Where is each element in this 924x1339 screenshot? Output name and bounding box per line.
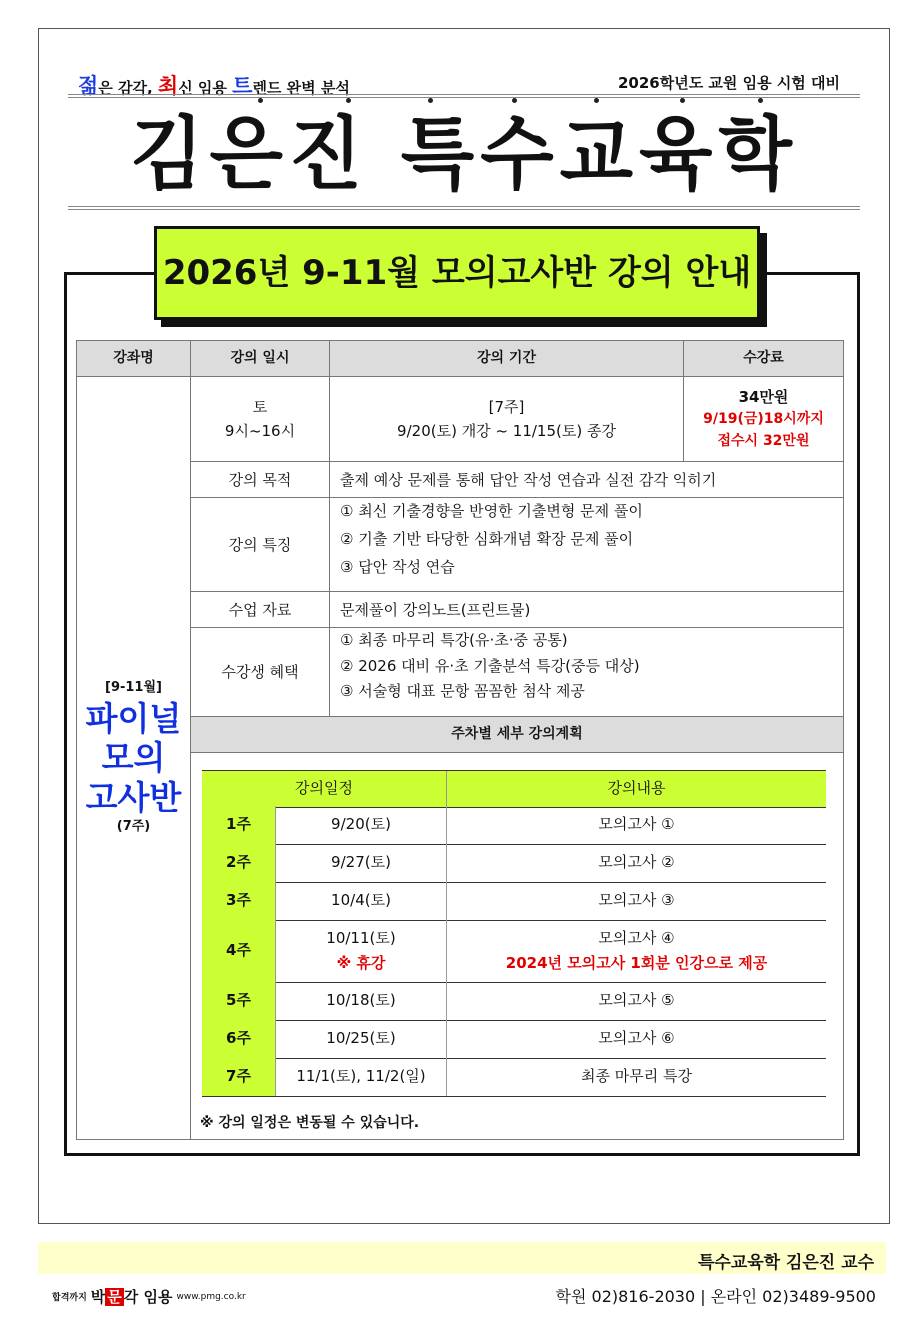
purpose-text: 출제 예상 문제를 통해 답안 작성 연습과 실전 감각 익히기 bbox=[329, 461, 844, 498]
week-date: 9/20(토) bbox=[276, 806, 447, 844]
course-banner: 2026년 9-11월 모의고사반 강의 안내 bbox=[154, 226, 760, 320]
period-cell bbox=[329, 376, 684, 462]
week-content: 모의고사 ① bbox=[598, 815, 675, 834]
schedule-note: ※ 강의 일정은 변동될 수 있습니다. bbox=[200, 1115, 420, 1131]
week-date-cell bbox=[276, 920, 447, 982]
table-row bbox=[202, 920, 826, 983]
week-content: 최종 마무리 특강 bbox=[581, 1067, 692, 1086]
footer-bar bbox=[38, 1242, 886, 1274]
period-range: 9/20(토) 개강 ~ 11/15(토) 종강 bbox=[397, 422, 616, 440]
benefits-label: 수강생 혜택 bbox=[190, 627, 330, 717]
schedule-header-content: 강의내용 bbox=[447, 771, 826, 807]
tagline bbox=[78, 70, 860, 98]
professor-name: 특수교육학 김은진 교수 bbox=[697, 1253, 874, 1273]
benefit-item: ① 최종 마무리 특강(유·초·중 공통) bbox=[340, 631, 568, 649]
feature-item: ③ 답안 작성 연습 bbox=[340, 557, 455, 576]
week-content-note: 2024년 모의고사 1회분 인강으로 제공 bbox=[505, 954, 768, 972]
logo-prefix: 합격까지 bbox=[52, 1293, 87, 1303]
fee-early-deadline: 9/19(금)18시까지 bbox=[703, 410, 824, 427]
title-rule bbox=[68, 206, 860, 210]
week-label: 2주 bbox=[202, 844, 276, 882]
period-weeks: [7주] bbox=[488, 398, 525, 416]
schedule-time: 9시~16시 bbox=[224, 422, 296, 440]
table-row bbox=[202, 982, 826, 1021]
features-list bbox=[329, 497, 844, 592]
week-date: 10/4(토) bbox=[276, 882, 447, 920]
week-date: 10/11(토) bbox=[326, 928, 396, 947]
week-date-note: ※ 휴강 bbox=[336, 954, 386, 972]
publisher-logo bbox=[52, 1286, 246, 1307]
table-row bbox=[202, 1058, 826, 1097]
footer bbox=[52, 1284, 882, 1308]
table-row bbox=[202, 1020, 826, 1059]
fee-price: 34만원 bbox=[738, 387, 789, 406]
features-label: 강의 특징 bbox=[190, 497, 330, 592]
main-title: 김은진 특수교육학 bbox=[130, 106, 798, 201]
week-label: 1주 bbox=[202, 806, 276, 844]
table-row bbox=[202, 844, 826, 883]
header-schedule: 강의 일시 bbox=[190, 340, 330, 377]
week-content: 모의고사 ⑤ bbox=[598, 991, 675, 1010]
course-name-3: 고사반 bbox=[85, 777, 182, 817]
course-name-1: 파이널 bbox=[85, 698, 182, 738]
schedule-header-date: 강의일정 bbox=[202, 771, 447, 807]
benefit-item: ③ 서술형 대표 문항 꼼꼼한 첨삭 제공 bbox=[340, 682, 585, 700]
week-date: 10/18(토) bbox=[276, 982, 447, 1020]
week-date: 10/25(토) bbox=[276, 1020, 447, 1058]
course-weeks: (7주) bbox=[116, 819, 151, 835]
slogan-part-2: 최신 임용 bbox=[157, 74, 233, 98]
week-content-cell bbox=[447, 920, 826, 982]
table-row bbox=[202, 806, 826, 845]
week-date: 11/1(토), 11/2(일) bbox=[276, 1058, 447, 1096]
week-label: 5주 bbox=[202, 982, 276, 1020]
materials-text: 문제풀이 강의노트(프린트물) bbox=[329, 591, 844, 628]
schedule-header-row bbox=[202, 770, 826, 808]
course-name-cell bbox=[76, 376, 191, 1140]
fee-cell bbox=[683, 376, 844, 462]
week-content: 모의고사 ③ bbox=[598, 891, 675, 910]
logo-url: www.pmg.co.kr bbox=[176, 1291, 246, 1302]
schedule-cell bbox=[190, 376, 330, 462]
materials-label: 수업 자료 bbox=[190, 591, 330, 628]
fee-early-price: 접수시 32만원 bbox=[717, 432, 810, 449]
contact-numbers: 학원 02)816-2030 | 온라인 02)3489-9500 bbox=[555, 1287, 876, 1306]
course-name-2: 모의 bbox=[101, 738, 166, 778]
feature-item: ② 기출 기반 타당한 심화개념 확장 문제 풀이 bbox=[340, 529, 634, 548]
week-date: 9/27(토) bbox=[276, 844, 447, 882]
exam-label: 2026학년도 교원 임용 시험 대비 bbox=[617, 74, 840, 92]
week-content: 모의고사 ⑥ bbox=[598, 1029, 675, 1048]
weekly-plan-header: 주차별 세부 강의계획 bbox=[190, 716, 844, 753]
feature-item: ① 최신 기출경향을 반영한 기출변형 문제 풀이 bbox=[340, 502, 643, 520]
week-label: 7주 bbox=[202, 1058, 276, 1096]
course-period-label: [9-11월] bbox=[105, 679, 162, 695]
slogan-part-1: 젊은 감각, bbox=[78, 74, 158, 98]
benefits-list bbox=[329, 627, 844, 717]
schedule-day: 토 bbox=[252, 398, 268, 416]
week-label: 6주 bbox=[202, 1020, 276, 1058]
header-period: 강의 기간 bbox=[329, 340, 684, 377]
header-fee: 수강료 bbox=[683, 340, 844, 377]
purpose-label: 강의 목적 bbox=[190, 461, 330, 498]
logo-brand: 박 문 각 임용 bbox=[90, 1288, 173, 1306]
week-label: 3주 bbox=[202, 882, 276, 920]
slogan-part-3: 트렌드 완벽 분석 bbox=[232, 74, 350, 98]
table-row bbox=[202, 882, 826, 921]
week-label: 4주 bbox=[202, 920, 276, 982]
header-course: 강좌명 bbox=[76, 340, 191, 377]
benefit-item: ② 2026 대비 유·초 기출분석 특강(중등 대상) bbox=[340, 656, 640, 675]
week-content: 모의고사 ④ bbox=[598, 928, 675, 947]
week-content: 모의고사 ② bbox=[598, 853, 675, 872]
